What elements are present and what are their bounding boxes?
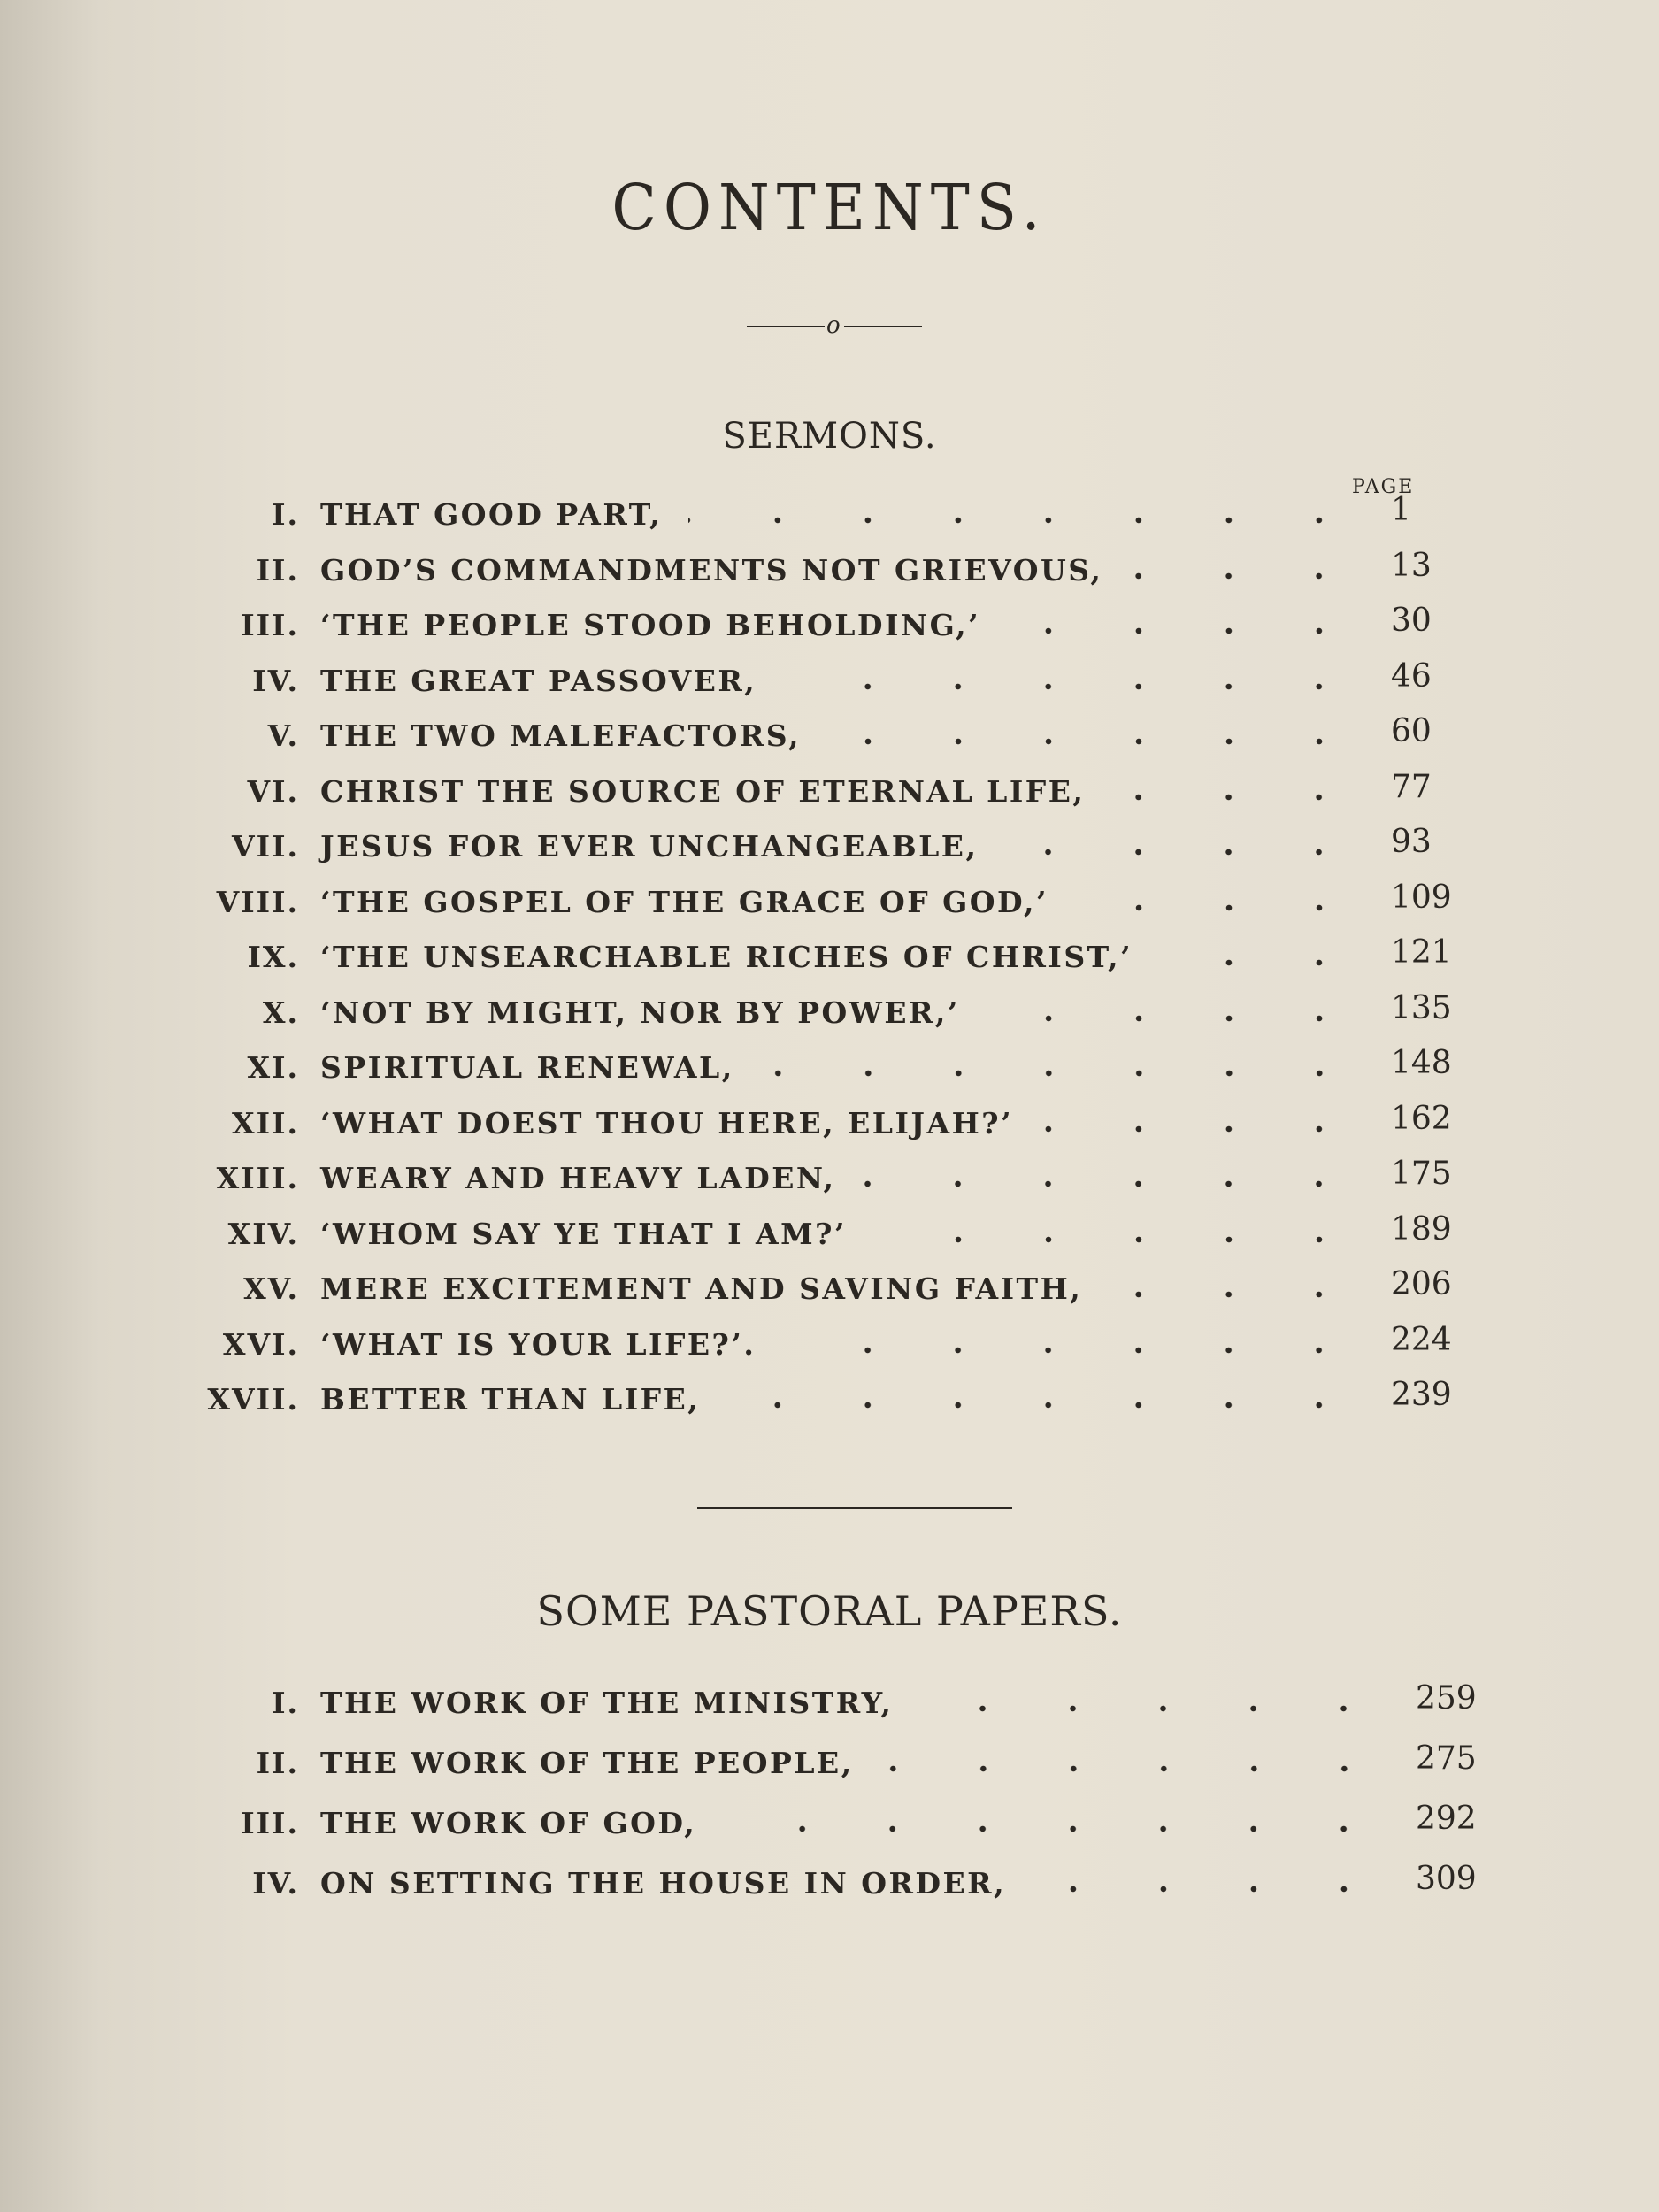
entry-page-number: 292 bbox=[1416, 1801, 1477, 1837]
papers-heading: SOME PASTORAL PAPERS. bbox=[536, 1587, 1123, 1635]
entry-title: THE WORK OF THE MINISTRY, bbox=[320, 1686, 894, 1720]
sermon-entry bbox=[0, 1045, 1659, 1094]
entry-page-number: 259 bbox=[1416, 1680, 1477, 1717]
entry-page-number: 13 bbox=[1391, 547, 1432, 584]
dot-leader bbox=[1004, 834, 1364, 870]
sermon-entry bbox=[0, 547, 1659, 597]
entry-page-number: 121 bbox=[1391, 934, 1452, 971]
dot-leader bbox=[1129, 558, 1364, 594]
entry-page-number: 189 bbox=[1391, 1210, 1452, 1248]
dot-leader bbox=[987, 1001, 1364, 1036]
entry-title: ‘THE PEOPLE STOOD BEHOLDING,’ bbox=[320, 608, 981, 642]
entry-number: II. bbox=[256, 1746, 299, 1780]
entry-number: II. bbox=[256, 552, 299, 588]
sermon-entry bbox=[0, 879, 1659, 929]
entry-number: XI. bbox=[247, 1050, 299, 1085]
entry-number: III. bbox=[241, 1806, 299, 1840]
sermon-entry bbox=[0, 934, 1659, 984]
entry-page-number: 60 bbox=[1391, 713, 1432, 749]
dot-leader bbox=[1007, 613, 1364, 649]
entry-title: CHRIST THE SOURCE OF ETERNAL LIFE, bbox=[320, 773, 1086, 809]
entry-number: VII. bbox=[232, 829, 299, 864]
dot-leader bbox=[723, 1811, 1389, 1847]
entry-number: IV. bbox=[252, 663, 299, 698]
entry-title: THAT GOOD PART, bbox=[320, 497, 663, 532]
paper-entry bbox=[0, 1740, 1659, 1790]
entry-number: VI. bbox=[247, 773, 299, 809]
entry-title: ‘WHAT DOEST THOU HERE, ELIJAH?’ bbox=[320, 1105, 1014, 1141]
dot-leader bbox=[1040, 1111, 1364, 1147]
entry-number: XVI. bbox=[222, 1326, 299, 1362]
entry-title: THE WORK OF THE PEOPLE, bbox=[320, 1746, 854, 1780]
entry-number: V. bbox=[267, 718, 299, 753]
sermon-entry bbox=[0, 1156, 1659, 1205]
sermon-entry bbox=[0, 1210, 1659, 1261]
sermon-entry bbox=[0, 657, 1659, 708]
dot-leader bbox=[1033, 1871, 1389, 1907]
paper-entry bbox=[0, 1801, 1659, 1850]
entry-number: I. bbox=[272, 1686, 299, 1720]
entry-title: ‘WHOM SAY YE THAT I AM?’ bbox=[320, 1216, 847, 1251]
entry-title: THE WORK OF GOD, bbox=[320, 1806, 697, 1840]
sermon-entry bbox=[0, 492, 1659, 541]
entry-page-number: 148 bbox=[1391, 1045, 1452, 1081]
entry-title: ON SETTING THE HOUSE IN ORDER, bbox=[320, 1866, 1007, 1901]
dot-leader bbox=[1159, 945, 1364, 980]
entry-number: XVII. bbox=[207, 1382, 299, 1417]
entry-number: IV. bbox=[252, 1866, 299, 1901]
entry-title: BETTER THAN LIFE, bbox=[320, 1382, 701, 1417]
dot-leader bbox=[688, 503, 1364, 538]
sermon-entry bbox=[0, 989, 1659, 1040]
ornament-line-right bbox=[844, 326, 922, 327]
entry-page-number: 135 bbox=[1391, 989, 1452, 1026]
sermon-entry bbox=[0, 1321, 1659, 1371]
dot-leader bbox=[919, 1691, 1389, 1726]
paper-entry bbox=[0, 1680, 1659, 1730]
entry-number: VIII. bbox=[216, 884, 299, 919]
entry-title: WEARY AND HEAVY LADEN, bbox=[320, 1161, 836, 1195]
page-title: CONTENTS. bbox=[611, 170, 1048, 245]
sermon-entry bbox=[0, 824, 1659, 873]
sermon-entry bbox=[0, 1266, 1659, 1316]
entry-title: JESUS FOR EVER UNCHANGEABLE, bbox=[320, 829, 979, 864]
dot-leader bbox=[782, 1333, 1364, 1368]
entry-page-number: 206 bbox=[1391, 1266, 1452, 1302]
entry-page-number: 30 bbox=[1391, 603, 1432, 639]
entry-page-number: 46 bbox=[1391, 657, 1432, 695]
dot-leader bbox=[726, 1387, 1364, 1423]
page-column-label: PAGE bbox=[1352, 476, 1415, 498]
section-divider bbox=[697, 1507, 1012, 1509]
entry-page-number: 1 bbox=[1391, 492, 1411, 528]
entry-title: MERE EXCITEMENT AND SAVING FAITH, bbox=[320, 1271, 1083, 1306]
title-ornament bbox=[743, 313, 925, 340]
entry-title: THE TWO MALEFACTORS, bbox=[320, 718, 801, 753]
sermon-entry bbox=[0, 768, 1659, 818]
sermons-heading: SERMONS. bbox=[722, 416, 937, 457]
entry-title: ‘THE UNSEARCHABLE RICHES OF CHRIST,’ bbox=[320, 940, 1133, 974]
dot-leader bbox=[761, 1056, 1364, 1091]
entry-number: X. bbox=[262, 995, 299, 1030]
entry-number: XV. bbox=[243, 1271, 299, 1306]
dot-leader bbox=[827, 724, 1364, 759]
entry-page-number: 77 bbox=[1391, 768, 1432, 805]
ornament-circle: o bbox=[826, 312, 841, 339]
entry-number: XIII. bbox=[216, 1161, 299, 1195]
entry-number: IX. bbox=[247, 940, 299, 974]
sermon-entry bbox=[0, 603, 1659, 652]
dot-leader bbox=[1075, 890, 1364, 926]
paper-entry bbox=[0, 1861, 1659, 1910]
entry-page-number: 224 bbox=[1391, 1321, 1452, 1358]
entry-page-number: 93 bbox=[1391, 824, 1432, 860]
ornament-line-left bbox=[747, 326, 825, 327]
entry-number: I. bbox=[272, 497, 299, 532]
entry-title: ‘THE GOSPEL OF THE GRACE OF GOD,’ bbox=[320, 884, 1048, 919]
entry-title: THE GREAT PASSOVER, bbox=[320, 663, 757, 698]
entry-title: ‘NOT BY MIGHT, NOR BY POWER,’ bbox=[320, 995, 960, 1030]
sermon-entry bbox=[0, 1100, 1659, 1150]
entry-page-number: 309 bbox=[1416, 1861, 1477, 1897]
entry-page-number: 239 bbox=[1391, 1377, 1452, 1413]
dot-leader bbox=[1109, 1277, 1364, 1312]
entry-number: XIV. bbox=[227, 1216, 299, 1251]
sermon-entry bbox=[0, 1377, 1659, 1426]
dot-leader bbox=[1111, 780, 1364, 815]
dot-leader bbox=[862, 1166, 1364, 1202]
entry-page-number: 275 bbox=[1416, 1740, 1477, 1777]
entry-title: GOD’S COMMANDMENTS NOT GRIEVOUS, bbox=[320, 552, 1103, 588]
entry-number: III. bbox=[241, 608, 299, 642]
entry-page-number: 175 bbox=[1391, 1156, 1452, 1192]
dot-leader bbox=[873, 1222, 1364, 1257]
entry-title: SPIRITUAL RENEWAL, bbox=[320, 1050, 734, 1085]
entry-page-number: 162 bbox=[1391, 1100, 1452, 1137]
dot-leader bbox=[880, 1751, 1389, 1786]
entry-page-number: 109 bbox=[1391, 879, 1452, 916]
entry-number: XII. bbox=[232, 1105, 299, 1141]
entry-title: ‘WHAT IS YOUR LIFE?’. bbox=[320, 1326, 757, 1362]
dot-leader bbox=[783, 669, 1364, 704]
sermon-entry bbox=[0, 713, 1659, 763]
